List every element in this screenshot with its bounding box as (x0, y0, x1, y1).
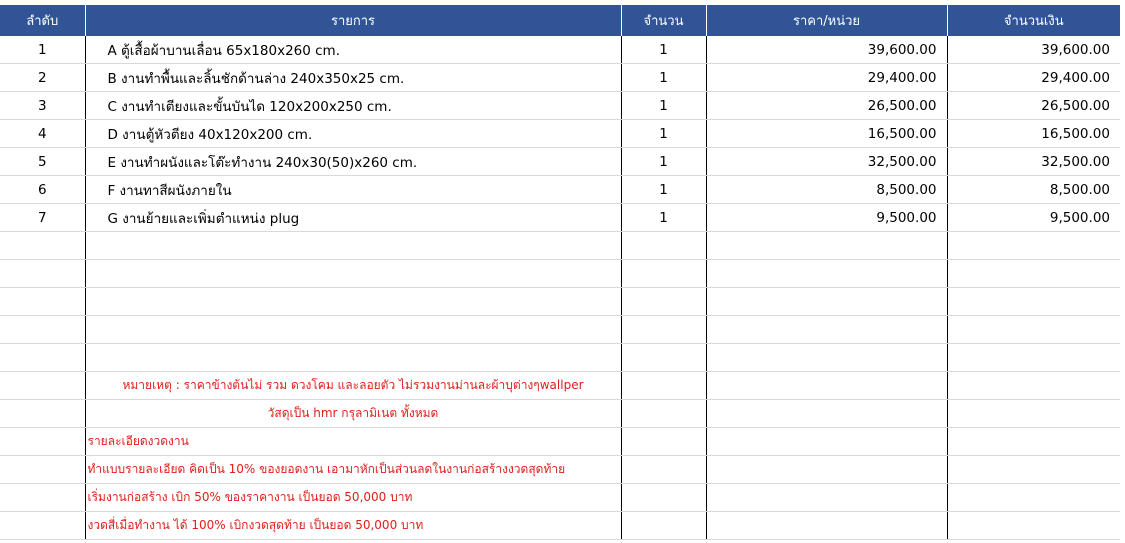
empty-cell[interactable] (947, 484, 1120, 512)
note-payment-3[interactable]: งวดสี่เมื่อทำงาน ได้ 100% เบิกงวดสุดท้าย เป็นยอด 50,000 บาท (85, 512, 621, 540)
empty-cell[interactable] (947, 260, 1120, 288)
empty-cell[interactable] (947, 372, 1120, 400)
cell-total[interactable]: 9,500.00 (947, 204, 1120, 232)
cell-qty[interactable]: 1 (621, 176, 706, 204)
empty-cell[interactable] (0, 288, 85, 316)
empty-cell[interactable] (947, 512, 1120, 540)
note-payment-2[interactable]: เริ่มงานก่อสร้าง เบิก 50% ของราคางาน เป็นยอด 50,000 บาท (85, 484, 621, 512)
note-row (0, 428, 1120, 456)
empty-cell[interactable] (0, 484, 85, 512)
table-row (0, 36, 1120, 64)
empty-cell[interactable] (85, 344, 621, 372)
empty-cell[interactable] (0, 260, 85, 288)
cell-item[interactable]: G งานย้ายและเพิ่มตำแหน่ง plug (85, 204, 621, 232)
cell-no[interactable]: 1 (0, 36, 85, 64)
empty-row (0, 344, 1120, 372)
empty-cell[interactable] (947, 232, 1120, 260)
empty-cell[interactable] (621, 344, 706, 372)
header-price[interactable]: ราคา/หน่วย (706, 5, 947, 36)
cell-qty[interactable]: 1 (621, 36, 706, 64)
empty-row (0, 232, 1120, 260)
note-payment-1[interactable]: ทำแบบรายละเอียด คิดเป็น 10% ของยอดงาน เอามาหักเป็นส่วนลดในงานก่อสร้างงวดสุดท้าย (85, 456, 621, 484)
note-remark[interactable]: หมายเหตุ : ราคาข้างต้นไม่ รวม ดวงโคม และลอยตัว ไม่รวมงานม่านละผ้าบุต่างๆwallper (85, 372, 621, 400)
table-row (0, 204, 1120, 232)
empty-cell[interactable] (621, 372, 706, 400)
cell-no[interactable]: 5 (0, 148, 85, 176)
note-row (0, 512, 1120, 540)
header-no[interactable]: ลำดับ (0, 5, 85, 36)
empty-row (0, 260, 1120, 288)
cell-qty[interactable]: 1 (621, 148, 706, 176)
empty-cell[interactable] (706, 372, 947, 400)
note-row (0, 456, 1120, 484)
empty-cell[interactable] (706, 456, 947, 484)
note-row (0, 372, 1120, 400)
cell-item[interactable]: D งานตู้หัวตียง 40x120x200 cm. (85, 120, 621, 148)
header-item[interactable]: รายการ (85, 5, 621, 36)
empty-cell[interactable] (947, 344, 1120, 372)
empty-cell[interactable] (0, 344, 85, 372)
empty-cell[interactable] (706, 400, 947, 428)
empty-row (0, 316, 1120, 344)
header-row (0, 5, 1120, 36)
cell-qty[interactable]: 1 (621, 204, 706, 232)
empty-cell[interactable] (0, 428, 85, 456)
empty-row (0, 288, 1120, 316)
table-row (0, 176, 1120, 204)
empty-cell[interactable] (621, 512, 706, 540)
cell-price[interactable]: 9,500.00 (706, 204, 947, 232)
empty-cell[interactable] (621, 316, 706, 344)
cell-no[interactable]: 3 (0, 92, 85, 120)
empty-cell[interactable] (706, 428, 947, 456)
cell-no[interactable]: 7 (0, 204, 85, 232)
note-row (0, 400, 1120, 428)
empty-cell[interactable] (621, 456, 706, 484)
empty-cell[interactable] (0, 232, 85, 260)
empty-cell[interactable] (706, 260, 947, 288)
empty-cell[interactable] (706, 344, 947, 372)
cell-no[interactable]: 2 (0, 64, 85, 92)
table-row (0, 148, 1120, 176)
cell-price[interactable]: 16,500.00 (706, 120, 947, 148)
cell-qty[interactable]: 1 (621, 120, 706, 148)
empty-cell[interactable] (621, 484, 706, 512)
empty-cell[interactable] (947, 288, 1120, 316)
note-payment-title[interactable]: รายละเอียดงวดงาน (85, 428, 621, 456)
cell-qty[interactable]: 1 (621, 92, 706, 120)
cell-item[interactable]: E งานทำผนังและโต๊ะทำงาน 240x30(50)x260 cm. (85, 148, 621, 176)
cell-price[interactable]: 29,400.00 (706, 64, 947, 92)
cell-no[interactable]: 4 (0, 120, 85, 148)
empty-cell[interactable] (0, 316, 85, 344)
empty-cell[interactable] (947, 316, 1120, 344)
cell-price[interactable]: 32,500.00 (706, 148, 947, 176)
empty-cell[interactable] (947, 400, 1120, 428)
empty-cell[interactable] (621, 428, 706, 456)
empty-cell[interactable] (85, 316, 621, 344)
cell-total[interactable]: 8,500.00 (947, 176, 1120, 204)
cell-item[interactable]: B งานทำพื้นและลิ้นชักด้านล่าง 240x350x25 cm. (85, 64, 621, 92)
empty-cell[interactable] (706, 316, 947, 344)
empty-cell[interactable] (947, 428, 1120, 456)
note-material[interactable]: วัสดุเป็น hmr กรุลามิเนต ทั้งหมด (85, 400, 621, 428)
cell-item[interactable]: F งานทาสีผนังภายใน (85, 176, 621, 204)
empty-cell[interactable] (621, 232, 706, 260)
empty-cell[interactable] (0, 372, 85, 400)
table-row (0, 120, 1120, 148)
empty-cell[interactable] (0, 512, 85, 540)
empty-cell[interactable] (85, 232, 621, 260)
table-row (0, 64, 1120, 92)
cell-total[interactable]: 26,500.00 (947, 92, 1120, 120)
empty-cell[interactable] (621, 260, 706, 288)
empty-cell[interactable] (947, 456, 1120, 484)
empty-cell[interactable] (621, 288, 706, 316)
cell-price[interactable]: 39,600.00 (706, 36, 947, 64)
cell-item[interactable]: A ตู้เสื้อผ้าบานเลื่อน 65x180x260 cm. (85, 36, 621, 64)
empty-cell[interactable] (621, 400, 706, 428)
table-row (0, 92, 1120, 120)
note-row (0, 484, 1120, 512)
empty-cell[interactable] (0, 400, 85, 428)
cell-price[interactable]: 8,500.00 (706, 176, 947, 204)
cell-total[interactable]: 29,400.00 (947, 64, 1120, 92)
header-total[interactable]: จำนวนเงิน (947, 5, 1120, 36)
quotation-table (0, 5, 1120, 540)
header-qty[interactable]: จำนวน (621, 5, 706, 36)
cell-no[interactable]: 6 (0, 176, 85, 204)
cell-total[interactable]: 39,600.00 (947, 36, 1120, 64)
cell-item[interactable]: C งานทำเตียงและขั้นบันได 120x200x250 cm. (85, 92, 621, 120)
cell-price[interactable]: 26,500.00 (706, 92, 947, 120)
cell-qty[interactable]: 1 (621, 64, 706, 92)
empty-cell[interactable] (85, 288, 621, 316)
cell-total[interactable]: 32,500.00 (947, 148, 1120, 176)
empty-cell[interactable] (706, 512, 947, 540)
empty-cell[interactable] (85, 260, 621, 288)
empty-cell[interactable] (706, 232, 947, 260)
empty-cell[interactable] (706, 288, 947, 316)
empty-cell[interactable] (0, 456, 85, 484)
empty-cell[interactable] (706, 484, 947, 512)
cell-total[interactable]: 16,500.00 (947, 120, 1120, 148)
